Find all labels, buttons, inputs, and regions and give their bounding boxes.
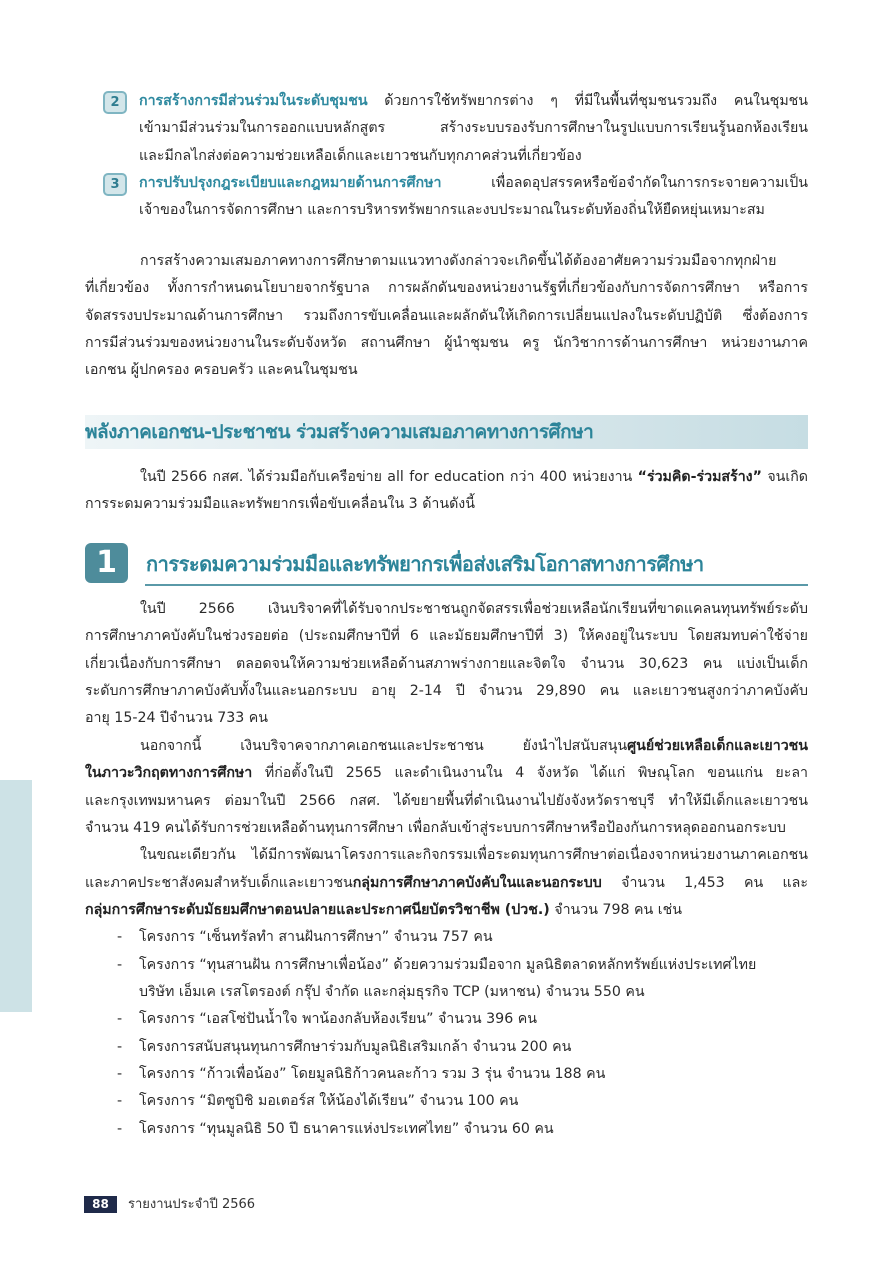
text-run: จำนวน 1,453 คน และ (601, 874, 808, 891)
text-run: ระดับการศึกษาภาคบังคับทั้งในและนอกระบบ อายุ 2-14 ปี จำนวน 29,890 คน และเยาวชนสูงกว่าภาคบังคับ (85, 683, 808, 700)
text-run: การศึกษาภาคบังคับในช่วงรอยต่อ (ประถมศึกษาปีที่ 6 และมัธยมศึกษาปีที่ 3) ให้คงอยู่ในระบบ โดยสมทบค่าใช้จ่าย (85, 628, 808, 645)
bold-text: กลุ่มการศึกษาระดับมัธยมศึกษาตอนปลายและประกาศนียบัตรวิชาชีพ (ปวช.) (85, 901, 550, 918)
text-run: จำนวน 798 คน เช่น (549, 901, 682, 918)
text-line (85, 842, 808, 869)
bullet-dash: - (117, 956, 123, 973)
bold-text: ในภาวะวิกฤตทางการศึกษา (85, 765, 253, 782)
subsection-body (85, 596, 808, 1143)
text-run: โครงการ “เซ็นทรัลทำ สานฝันการศึกษา” จำนวน 757 คน (139, 929, 493, 946)
text-run: นอกจากนี้ เงินบริจาคจากภาคเอกชนและประชาชน ยังนำไปสนับสนุน (140, 737, 628, 754)
text-line (85, 275, 808, 302)
highlight-heading: การปรับปรุงกฎระเบียบและกฎหมายด้านการศึกษา (139, 175, 442, 192)
text-run: เจ้าของในการจัดการศึกษา และการบริหารทรัพยากรและงบประมาณในระดับท้องถิ่นให้ยืดหยุ่นเหมาะสม (139, 202, 765, 219)
bold-text: กลุ่มการศึกษาภาคบังคับในและนอกระบบ (352, 874, 602, 891)
text-run: เข้ามามีส่วนร่วมในการออกแบบหลักสูตร สร้างระบบรองรับการศึกษาในรูปแบบการเรียนรู้นอกห้องเรียน (139, 120, 808, 137)
bullet-dash: - (117, 1011, 123, 1028)
text-run: โครงการ “มิตซูบิชิ มอเตอร์ส ให้น้องได้เรียน” จำนวน 100 คน (139, 1093, 519, 1110)
text-line (85, 143, 808, 170)
text-run: และภาคประชาสังคมสำหรับเด็กและเยาวชน (85, 874, 353, 891)
text-line (85, 651, 808, 678)
text-run: โครงการสนับสนุนทุนการศึกษาร่วมกับมูลนิธิเสริมเกล้า จำนวน 200 คน (139, 1038, 572, 1055)
text-run: การมีส่วนร่วมของหน่วยงานในระดับจังหวัด สถานศึกษา ผู้นำชุมชน ครู นักวิชาการด้านการศึกษา หน่วยงานภาค (85, 335, 808, 352)
text-run: ที่ก่อตั้งในปี 2565 และดำเนินงานใน 4 จังหวัด ได้แก่ พิษณุโลก ขอนแก่น ยะลา (252, 765, 808, 782)
section-heading: พลังภาคเอกชน-ประชาชน ร่วมสร้างความเสมอภาคทางการศึกษา (85, 421, 594, 443)
text-line (85, 357, 808, 384)
list-item-line (85, 924, 808, 951)
bold-text: “ร่วมคิด-ร่วมสร้าง” (637, 469, 762, 485)
section-heading-band (85, 415, 808, 449)
text-line (85, 788, 808, 815)
list-item-line (85, 1116, 808, 1143)
numbered-item (85, 170, 808, 225)
list-item-line (85, 1061, 808, 1088)
bullet-dash: - (117, 1120, 123, 1137)
text-run: เอกชน ผู้ปกครอง ครอบครัว และคนในชุมชน (85, 362, 358, 379)
numbered-item (85, 88, 808, 170)
text-run: ในปี 2566 เงินบริจาคที่ได้รับจากประชาชนถูกจัดสรรเพื่อช่วยเหลือนักเรียนที่ขาดแคลนทุนทรัพย์ระดับ (140, 601, 808, 617)
text-line (85, 303, 808, 330)
list-item-line (85, 1006, 808, 1033)
list-item-line (85, 1034, 808, 1061)
text-run: จัดสรรงบประมาณด้านการศึกษา รวมถึงการขับเคลื่อนและผลักดันให้เกิดการเปลี่ยนแปลงในระดับปฏิบัติ ซึ่งต้องการ (85, 307, 808, 324)
text-run: จำนวน 419 คนได้รับการช่วยเหลือด้านทุนการศึกษา เพื่อกลับเข้าสู่ระบบการศึกษาหรือป้องกันการหลุดออกนอกระบบ (85, 819, 786, 836)
side-tab-decoration (0, 780, 32, 1012)
numbered-items (85, 88, 808, 225)
subsection-number: 1 (85, 543, 128, 583)
text-run: จนเกิด (761, 469, 808, 485)
section-intro (85, 464, 808, 519)
text-run: อายุ 15-24 ปีจำนวน 733 คน (85, 710, 268, 727)
bullet-dash: - (117, 1093, 123, 1110)
text-line (85, 88, 808, 115)
text-run: โครงการ “ทุนสานฝัน การศึกษาเพื่อน้อง” ด้วยความร่วมมือจาก มูลนิธิตลาดหลักทรัพย์แห่งประเทศไทย (139, 956, 757, 973)
text-line (85, 248, 808, 275)
text-line (85, 760, 808, 787)
text-line (85, 678, 808, 705)
text-run: และกรุงเทพมหานคร ต่อมาในปี 2566 กสศ. ได้ขยายพื้นที่ดำเนินงานไปยังจังหวัดราชบุรี ทำให้มีเด็กและเยาวชน (85, 792, 808, 809)
text-run: และมีกลไกส่งต่อความช่วยเหลือเด็กและเยาวชนกับทุกภาคส่วนที่เกี่ยวข้อง (139, 147, 582, 164)
highlight-heading: การสร้างการมีส่วนร่วมในระดับชุมชน (139, 93, 368, 109)
text-line (85, 197, 808, 224)
subsection-title: การระดมความร่วมมือและทรัพยากรเพื่อส่งเสริมโอกาสทางการศึกษา (146, 552, 704, 576)
text-line (85, 897, 808, 924)
intro-paragraph (85, 248, 808, 385)
subsection-underline (145, 584, 808, 586)
text-line (85, 464, 808, 491)
text-run: ที่เกี่ยวข้อง ทั้งการกำหนดนโยบายจากรัฐบาล การผลักดันของหน่วยงานรัฐที่เกี่ยวข้องกับการจัดการศึกษา หรือการ (85, 280, 808, 297)
bullet-dash: - (117, 1066, 123, 1083)
text-run: เกี่ยวเนื่องกับการศึกษา ตลอดจนให้ความช่วยเหลือด้านสภาพร่างกายและจิตใจ จำนวน 30,623 คน แบ่งเป็นเด็ก (85, 655, 808, 672)
list-item-line (85, 1088, 808, 1115)
bullet-dash: - (117, 1038, 123, 1055)
item-number-badge: 3 (103, 173, 127, 196)
footer-title: รายงานประจำปี 2566 (128, 1197, 256, 1212)
text-line (85, 115, 808, 142)
list-item-line (85, 952, 808, 979)
text-run: การระดมความร่วมมือและทรัพยากรเพื่อขับเคลื่อนใน 3 ด้านดังนี้ (85, 496, 475, 513)
text-run: การสร้างความเสมอภาคทางการศึกษาตามแนวทางดังกล่าวจะเกิดขึ้นได้ต้องอาศัยความร่วมมือจากทุกฝ่าย (140, 253, 777, 269)
text-line (85, 705, 808, 732)
text-run: ด้วยการใช้ทรัพยากรต่าง ๆ ที่มีในพื้นที่ชุมชนรวมถึง คนในชุมชน (367, 93, 808, 109)
text-run: บริษัท เอ็มเค เรสโตรองต์ กรุ๊ป จำกัด และกลุ่มธุรกิจ TCP (มหาชน) จำนวน 550 คน (139, 984, 645, 1001)
item-number-badge: 2 (103, 91, 127, 114)
text-line (85, 491, 808, 518)
text-line (85, 330, 808, 357)
text-run: ในขณะเดียวกัน ได้มีการพัฒนาโครงการและกิจกรรมเพื่อระดมทุนการศึกษาต่อเนื่องจากหน่วยงานภาคเอกชน (140, 847, 808, 864)
text-line (85, 733, 808, 760)
text-line (85, 170, 808, 197)
text-line (85, 815, 808, 842)
bullet-dash: - (117, 929, 123, 946)
text-line (85, 623, 808, 650)
text-run: โครงการ “ก้าวเพื่อน้อง” โดยมูลนิธิก้าวคนละก้าว รวม 3 รุ่น จำนวน 188 คน (139, 1066, 606, 1083)
text-run: โครงการ “เอสโซ่ปันน้ำใจ พาน้องกลับห้องเรียน” จำนวน 396 คน (139, 1011, 537, 1028)
bold-text: ศูนย์ช่วยเหลือเด็กและเยาวชน (627, 737, 808, 754)
text-run: ในปี 2566 กสศ. ได้ร่วมมือกับเครือข่าย all for education กว่า 400 หน่วยงาน (140, 469, 638, 485)
text-run: โครงการ “ทุนมูลนิธิ 50 ปี ธนาคารแห่งประเทศไทย” จำนวน 60 คน (139, 1120, 554, 1137)
text-line (85, 596, 808, 623)
page-number: 88 (84, 1196, 117, 1213)
list-item-line (85, 979, 808, 1006)
text-line (85, 870, 808, 897)
text-run: เพื่อลดอุปสรรคหรือข้อจำกัดในการกระจายความเป็น (441, 175, 808, 192)
